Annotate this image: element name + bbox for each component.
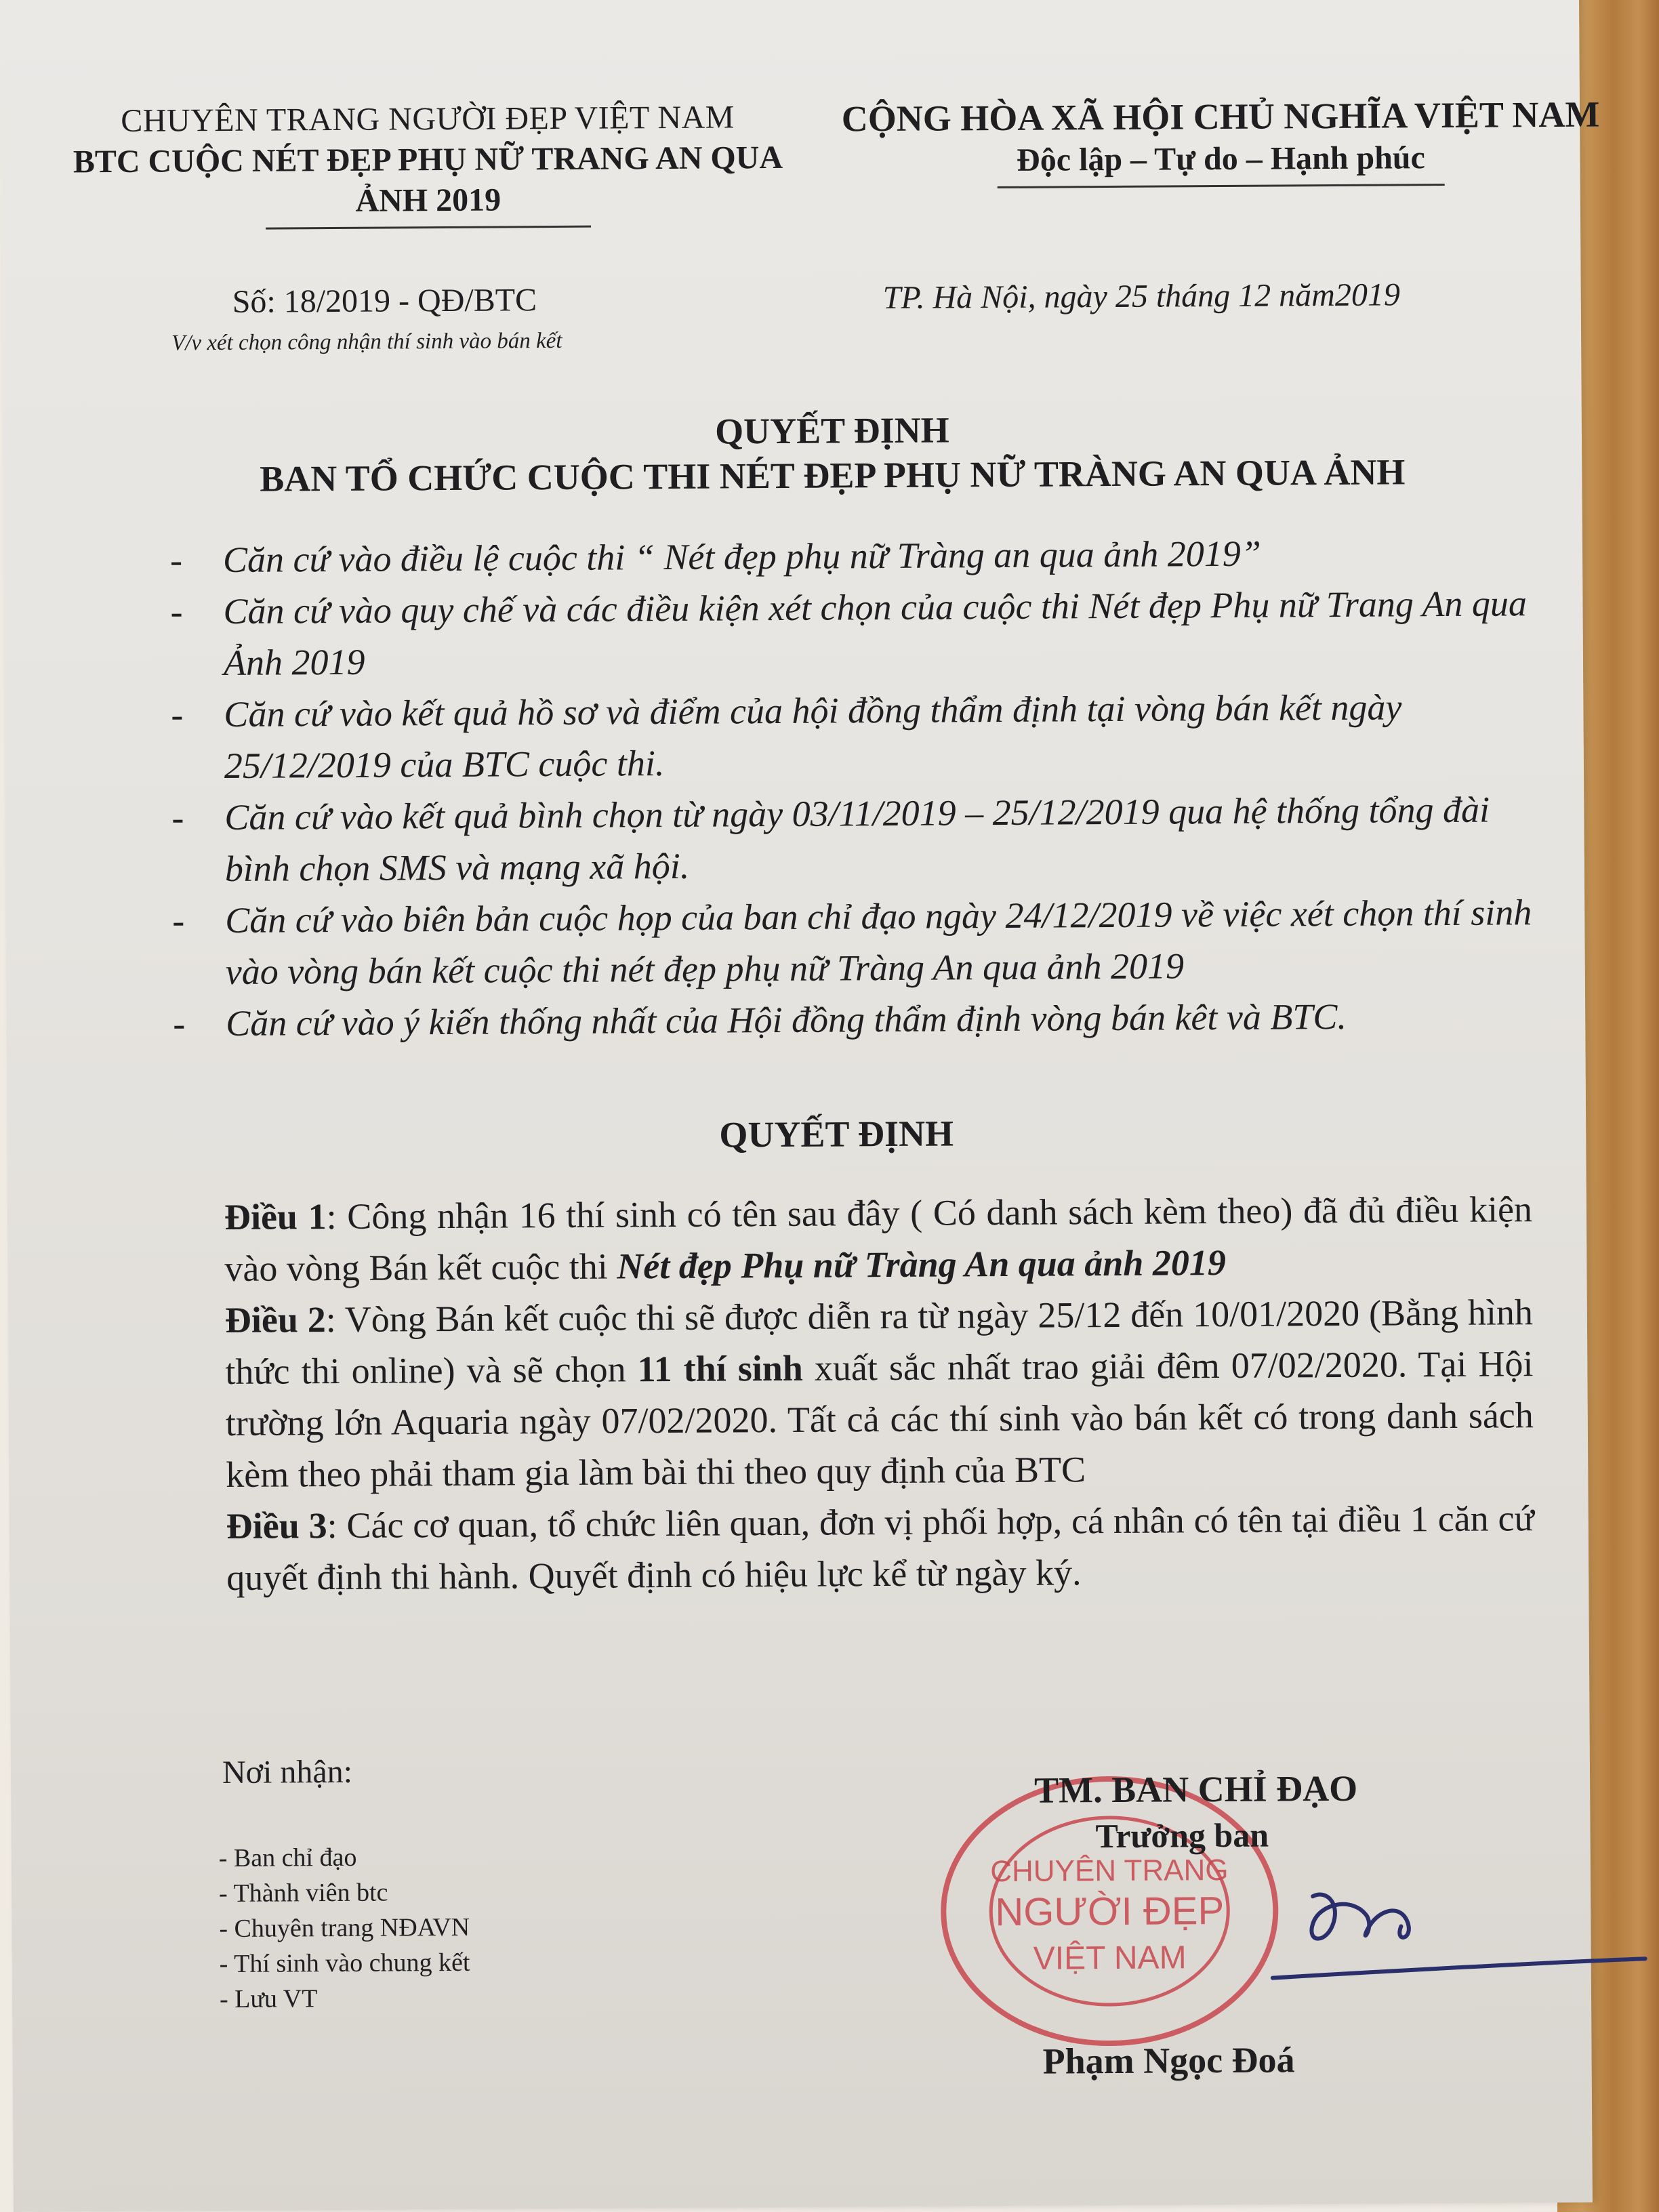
recipient-item: - Thành viên btc (218, 1878, 388, 1908)
article-2-text-start: : Vòng Bán kết cuộc thi sẽ được diễn ra từ ngày 25/12 đến 10/01/2020 (Bằng hình thức thi online) và sẽ chọn (225, 1292, 1534, 1393)
article-2-text-end: xuất sắc nhất trao giải đêm 07/02/2020. Tại Hội trường lớn Aquaria ngày 07/02/2020. Tất cả các thí sinh vào bán kết có trong danh sách kèm theo phải tham gia làm bài thi theo quy định của BTC (225, 1343, 1534, 1496)
recipient-item: - Chuyên trang NĐAVN (219, 1912, 470, 1944)
signer-role: Trưởng ban (1095, 1816, 1269, 1856)
decision-articles (224, 1183, 1535, 1603)
issuer-committee-line2: ẢNH 2019 (355, 182, 501, 219)
nation-name: CỘNG HÒA XÃ HỘI CHỦ NGHĨA VIỆT NAM (841, 94, 1600, 140)
legal-basis-text: Căn cứ vào biên bản cuộc họp của ban chỉ đạo ngày 24/12/2019 về việc xét chọn thí sinh vào vòng bán kết cuộc thi nét đẹp phụ nữ Tràng An qua ảnh 2019 (225, 892, 1532, 992)
recipient-item: - Lưu VT (219, 1984, 318, 2014)
bullet-dash: - (170, 591, 183, 632)
article-1-text: : Công nhận 16 thí sinh có tên sau đây ( Có danh sách kèm theo) đã đủ điều kiện vào vòng Bán kết cuộc thi (224, 1189, 1533, 1290)
legal-basis-text: Căn cứ vào ý kiến thống nhất của Hội đồng thẩm định vòng bán kêt và BTC. (226, 996, 1347, 1044)
article-3-label: Điều 3 (226, 1505, 327, 1547)
decision-issuer-title: BAN TỔ CHỨC CUỘC THI NÉT ĐẸP PHỤ NỮ TRÀNG AN QUA ẢNH (260, 451, 1406, 499)
legal-basis-item (159, 577, 1556, 689)
national-header (821, 91, 1621, 189)
stamp-line-3: VIỆT NAM (1033, 1940, 1187, 1977)
legal-basis-text: Căn cứ vào kết quả bình chọn từ ngày 03/11/2019 – 25/12/2019 qua hệ thống tổng đài bình chọn SMS và mạng xã hội. (224, 789, 1490, 889)
article-3 (226, 1492, 1535, 1603)
legal-basis-text: Căn cứ vào quy chế và các điều kiện xét chọn của cuộc thi Nét đẹp Phụ nữ Trang An qua Ảnh 2019 (223, 583, 1528, 684)
article-1 (224, 1183, 1533, 1294)
legal-basis-item (161, 886, 1558, 998)
legal-basis-item (160, 680, 1557, 792)
stamp-line-1: CHUYÊN TRANG (990, 1853, 1229, 1889)
recipient-item: - Thí sinh vào chung kết (219, 1948, 470, 1979)
decision-heading: QUYẾT ĐỊNH (719, 1113, 954, 1155)
legal-basis-item (159, 526, 1555, 586)
handwritten-signature (1231, 1874, 1652, 2012)
national-motto: Độc lập – Tự do – Hạnh phúc (1016, 140, 1425, 178)
issuer-underline (266, 226, 591, 230)
issuer-header (41, 97, 815, 231)
bullet-dash: - (173, 1003, 186, 1044)
recipient-item: - Ban chỉ đạo (218, 1843, 357, 1873)
signature-authority: TM. BAN CHỈ ĐẠO (1033, 1767, 1358, 1811)
issuer-parent-org: CHUYÊN TRANG NGƯỜI ĐẸP VIỆT NAM (121, 99, 735, 139)
legal-basis-text: Căn cứ vào điều lệ cuộc thi “ Nét đẹp phụ nữ Tràng an qua ảnh 2019” (222, 533, 1262, 581)
bullet-dash: - (169, 539, 183, 581)
article-2-label: Điều 2 (224, 1299, 326, 1341)
issuer-committee-line1: BTC CUỘC NÉT ĐẸP PHỤ NỮ TRANG AN QUA (73, 139, 783, 180)
bullet-dash: - (172, 900, 185, 941)
article-2 (225, 1286, 1534, 1500)
recipients-list (219, 1839, 470, 2017)
legal-basis-text: Căn cứ vào kết quả hồ sơ và điểm của hội đồng thẩm định tại vòng bán kết ngày 25/12/2019 của BTC cuộc thi. (224, 687, 1402, 786)
legal-basis-item (162, 989, 1558, 1050)
place-and-date: TP. Hà Nội, ngày 25 tháng 12 năm2019 (882, 276, 1401, 316)
article-2-finalist-count: 11 thí sinh (637, 1347, 804, 1390)
recipients-title: Nơi nhận: (222, 1753, 353, 1791)
stamp-line-2: NGƯỜI ĐẸP (995, 1889, 1225, 1935)
decision-title: QUYẾT ĐỊNH (714, 409, 949, 452)
article-1-label: Điều 1 (224, 1196, 327, 1238)
document-number: Số: 18/2019 - QĐ/BTC (232, 282, 537, 320)
legal-basis-item (161, 783, 1557, 895)
bullet-dash: - (171, 797, 184, 838)
motto-underline (998, 184, 1445, 188)
signer-name: Phạm Ngọc Đoá (1042, 2039, 1295, 2082)
legal-bases-list (159, 526, 1559, 1050)
bullet-dash: - (171, 694, 184, 735)
article-3-text: : Các cơ quan, tổ chức liên quan, đơn vị phối hợp, cá nhân có tên tại điều 1 căn cứ quyết định thi hành. Quyết định có hiệu lực kể từ ngày ký. (226, 1498, 1534, 1599)
document-subject: V/v xét chọn công nhận thí sinh vào bán kết (171, 328, 562, 356)
article-1-contest-name: Nét đẹp Phụ nữ Tràng An qua ảnh 2019 (617, 1242, 1227, 1287)
